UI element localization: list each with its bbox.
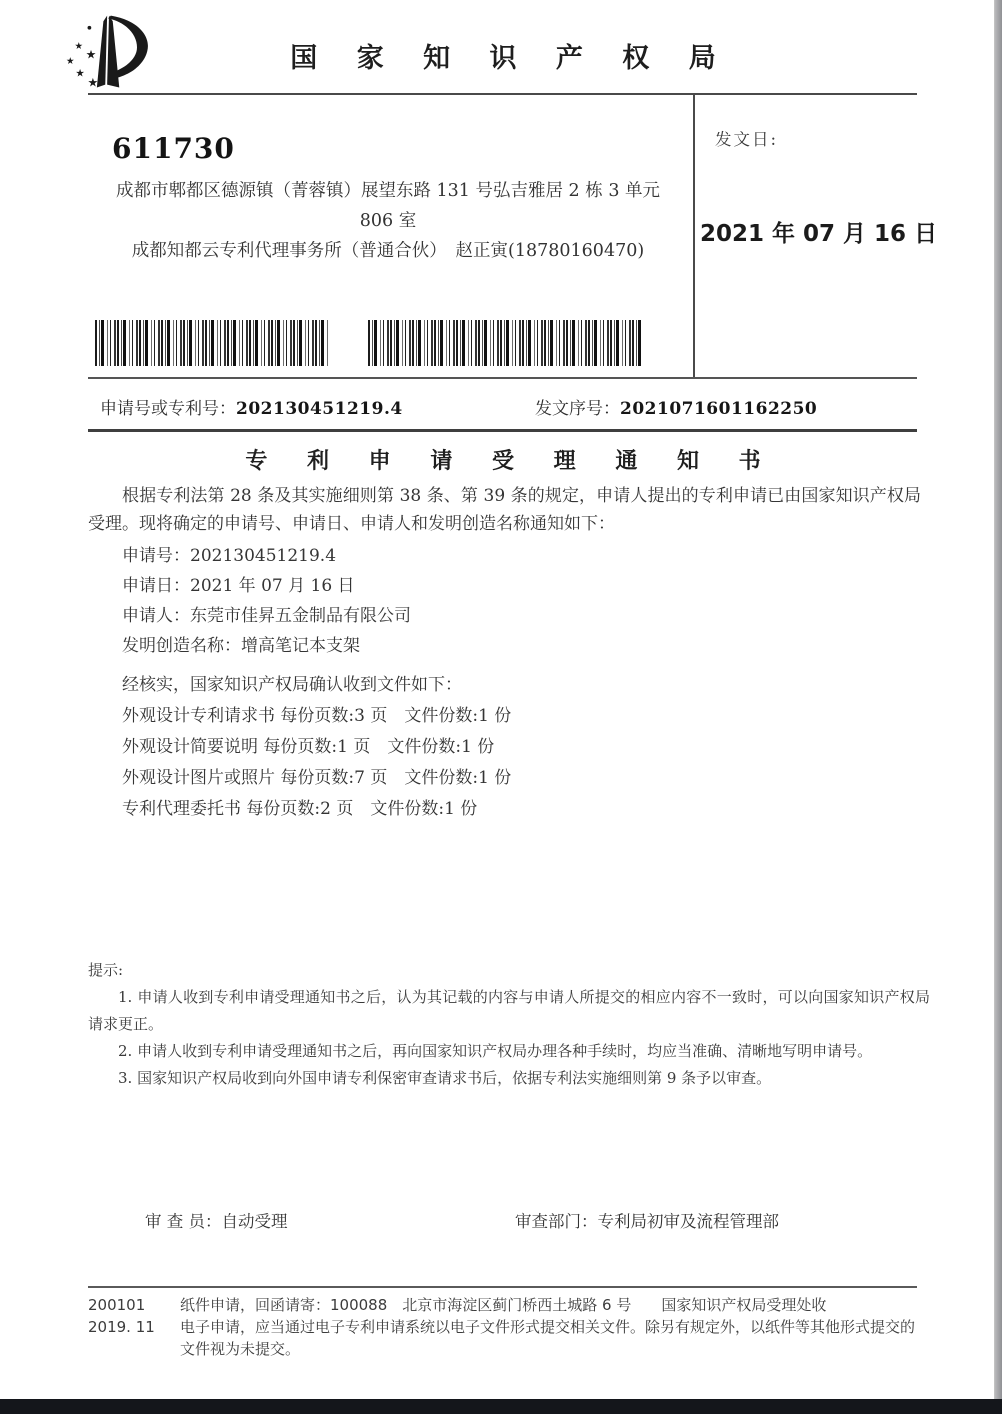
footer-form-code: 200101 — [88, 1296, 146, 1314]
field-value: 2021 年 07 月 16 日 — [190, 576, 355, 596]
numbers-divider — [88, 429, 917, 432]
field-label: 申请日： — [122, 576, 190, 596]
received-intro: 经核实，国家知识产权局确认收到文件如下： — [122, 675, 462, 695]
star-icon: ★ — [85, 47, 97, 62]
section-divider — [88, 377, 917, 379]
field-invention-title — [122, 631, 411, 661]
footer — [88, 1294, 928, 1360]
notice-title: 专 利 申 请 受 理 通 知 书 — [245, 448, 777, 474]
field-value: 东莞市佳昇五金制品有限公司 — [190, 606, 411, 626]
tip-item-3: 3. 国家知识产权局收到向外国申请专利保密审查请求书后，依据专利法实施细则第 9 条予以审查。 — [118, 1069, 772, 1087]
field-value: 202130451219.4 — [190, 546, 337, 566]
examiner-item — [145, 1208, 288, 1232]
field-applicant — [122, 601, 411, 631]
received-documents — [122, 670, 511, 825]
agency-title: 国 家 知 识 产 权 局 — [290, 43, 731, 74]
tips-section — [88, 958, 930, 1092]
department-item — [515, 1208, 779, 1232]
department-label: 审查部门： — [515, 1212, 598, 1231]
recipient-block — [88, 132, 688, 266]
agent-line: 成都知都云专利代理事务所（普通合伙） 赵正寅(18780160470) — [131, 241, 645, 261]
notice-intro: 根据专利法第 28 条及其实施细则第 38 条、第 39 条的规定，申请人提出的专利申请已由国家知识产权局受理。现将确定的申请号、申请日、申请人和发明创造名称通知如下： — [88, 486, 921, 534]
scan-edge-bottom — [0, 1399, 1002, 1414]
received-doc-line: 专利代理委托书 每份页数:2 页 文件份数:1 份 — [122, 799, 478, 819]
field-value: 增高笔记本支架 — [241, 636, 360, 656]
received-doc-line: 外观设计专利请求书 每份页数:3 页 文件份数:1 份 — [122, 706, 512, 726]
dispatch-date-value: 2021 年 07 月 16 日 — [700, 221, 938, 247]
barcode-application — [95, 320, 328, 366]
scan-edge-right — [994, 0, 1002, 1414]
examiner-value: 自动受理 — [221, 1212, 288, 1231]
star-icon: ★ — [74, 41, 83, 53]
application-number-value: 202130451219.4 — [236, 399, 403, 419]
dispatch-date-box — [693, 95, 938, 378]
tips-label: 提示: — [88, 961, 124, 979]
application-number-item — [100, 394, 403, 419]
tip-item-1: 1. 申请人收到专利申请受理通知书之后，认为其记载的内容与申请人所提交的相应内容不一致时，可以向国家知识产权局请求更正。 — [88, 988, 930, 1033]
footer-form-date: 2019. 11 — [88, 1318, 155, 1336]
star-icon: ★ — [87, 75, 99, 90]
field-label: 申请人： — [122, 606, 190, 626]
examiner-label: 审 查 员： — [145, 1212, 222, 1231]
star-icon: ★ — [75, 67, 85, 80]
serial-number-item — [535, 394, 817, 419]
numbers-row — [0, 394, 1002, 430]
department-value: 专利局初审及流程管理部 — [597, 1212, 779, 1231]
footer-paper-line: 纸件申请，回函请寄：100088 北京市海淀区蓟门桥西土城路 6 号 国家知识产权局受理处收 — [180, 1296, 827, 1314]
logo-dot — [88, 26, 92, 30]
footer-efiling-line: 电子申请，应当通过电子专利申请系统以电子文件形式提交相关文件。除另有规定外，以纸件等其他形式提交的文件视为未提交。 — [180, 1318, 916, 1358]
field-filing-date — [122, 571, 411, 601]
dispatch-date-label: 发文日: — [715, 130, 779, 149]
recipient-address-line1: 成都市郫都区德源镇（菁蓉镇）展望东路 131 号弘吉雅居 2 栋 3 单元 — [115, 181, 661, 201]
received-doc-line: 外观设计简要说明 每份页数:1 页 文件份数:1 份 — [122, 737, 495, 757]
signature-row — [0, 1208, 1002, 1238]
field-label: 发明创造名称： — [122, 636, 241, 656]
star-icon: ★ — [66, 56, 75, 68]
postal-code: 611730 — [112, 132, 235, 165]
received-doc-line: 外观设计图片或照片 每份页数:7 页 文件份数:1 份 — [122, 768, 512, 788]
recipient-address-line2: 806 室 — [359, 211, 417, 231]
serial-number-value: 2021071601162250 — [620, 399, 818, 419]
barcode-serial — [368, 320, 642, 366]
footer-divider — [88, 1286, 917, 1288]
application-number-label: 申请号或专利号： — [100, 399, 236, 419]
application-fields — [122, 541, 411, 661]
tip-item-2: 2. 申请人收到专利申请受理通知书之后，再向国家知识产权局办理各种手续时，均应当准确、清晰地写明申请号。 — [118, 1042, 873, 1060]
field-application-number — [122, 541, 411, 571]
serial-number-label: 发文序号： — [535, 399, 620, 419]
field-label: 申请号： — [122, 546, 190, 566]
